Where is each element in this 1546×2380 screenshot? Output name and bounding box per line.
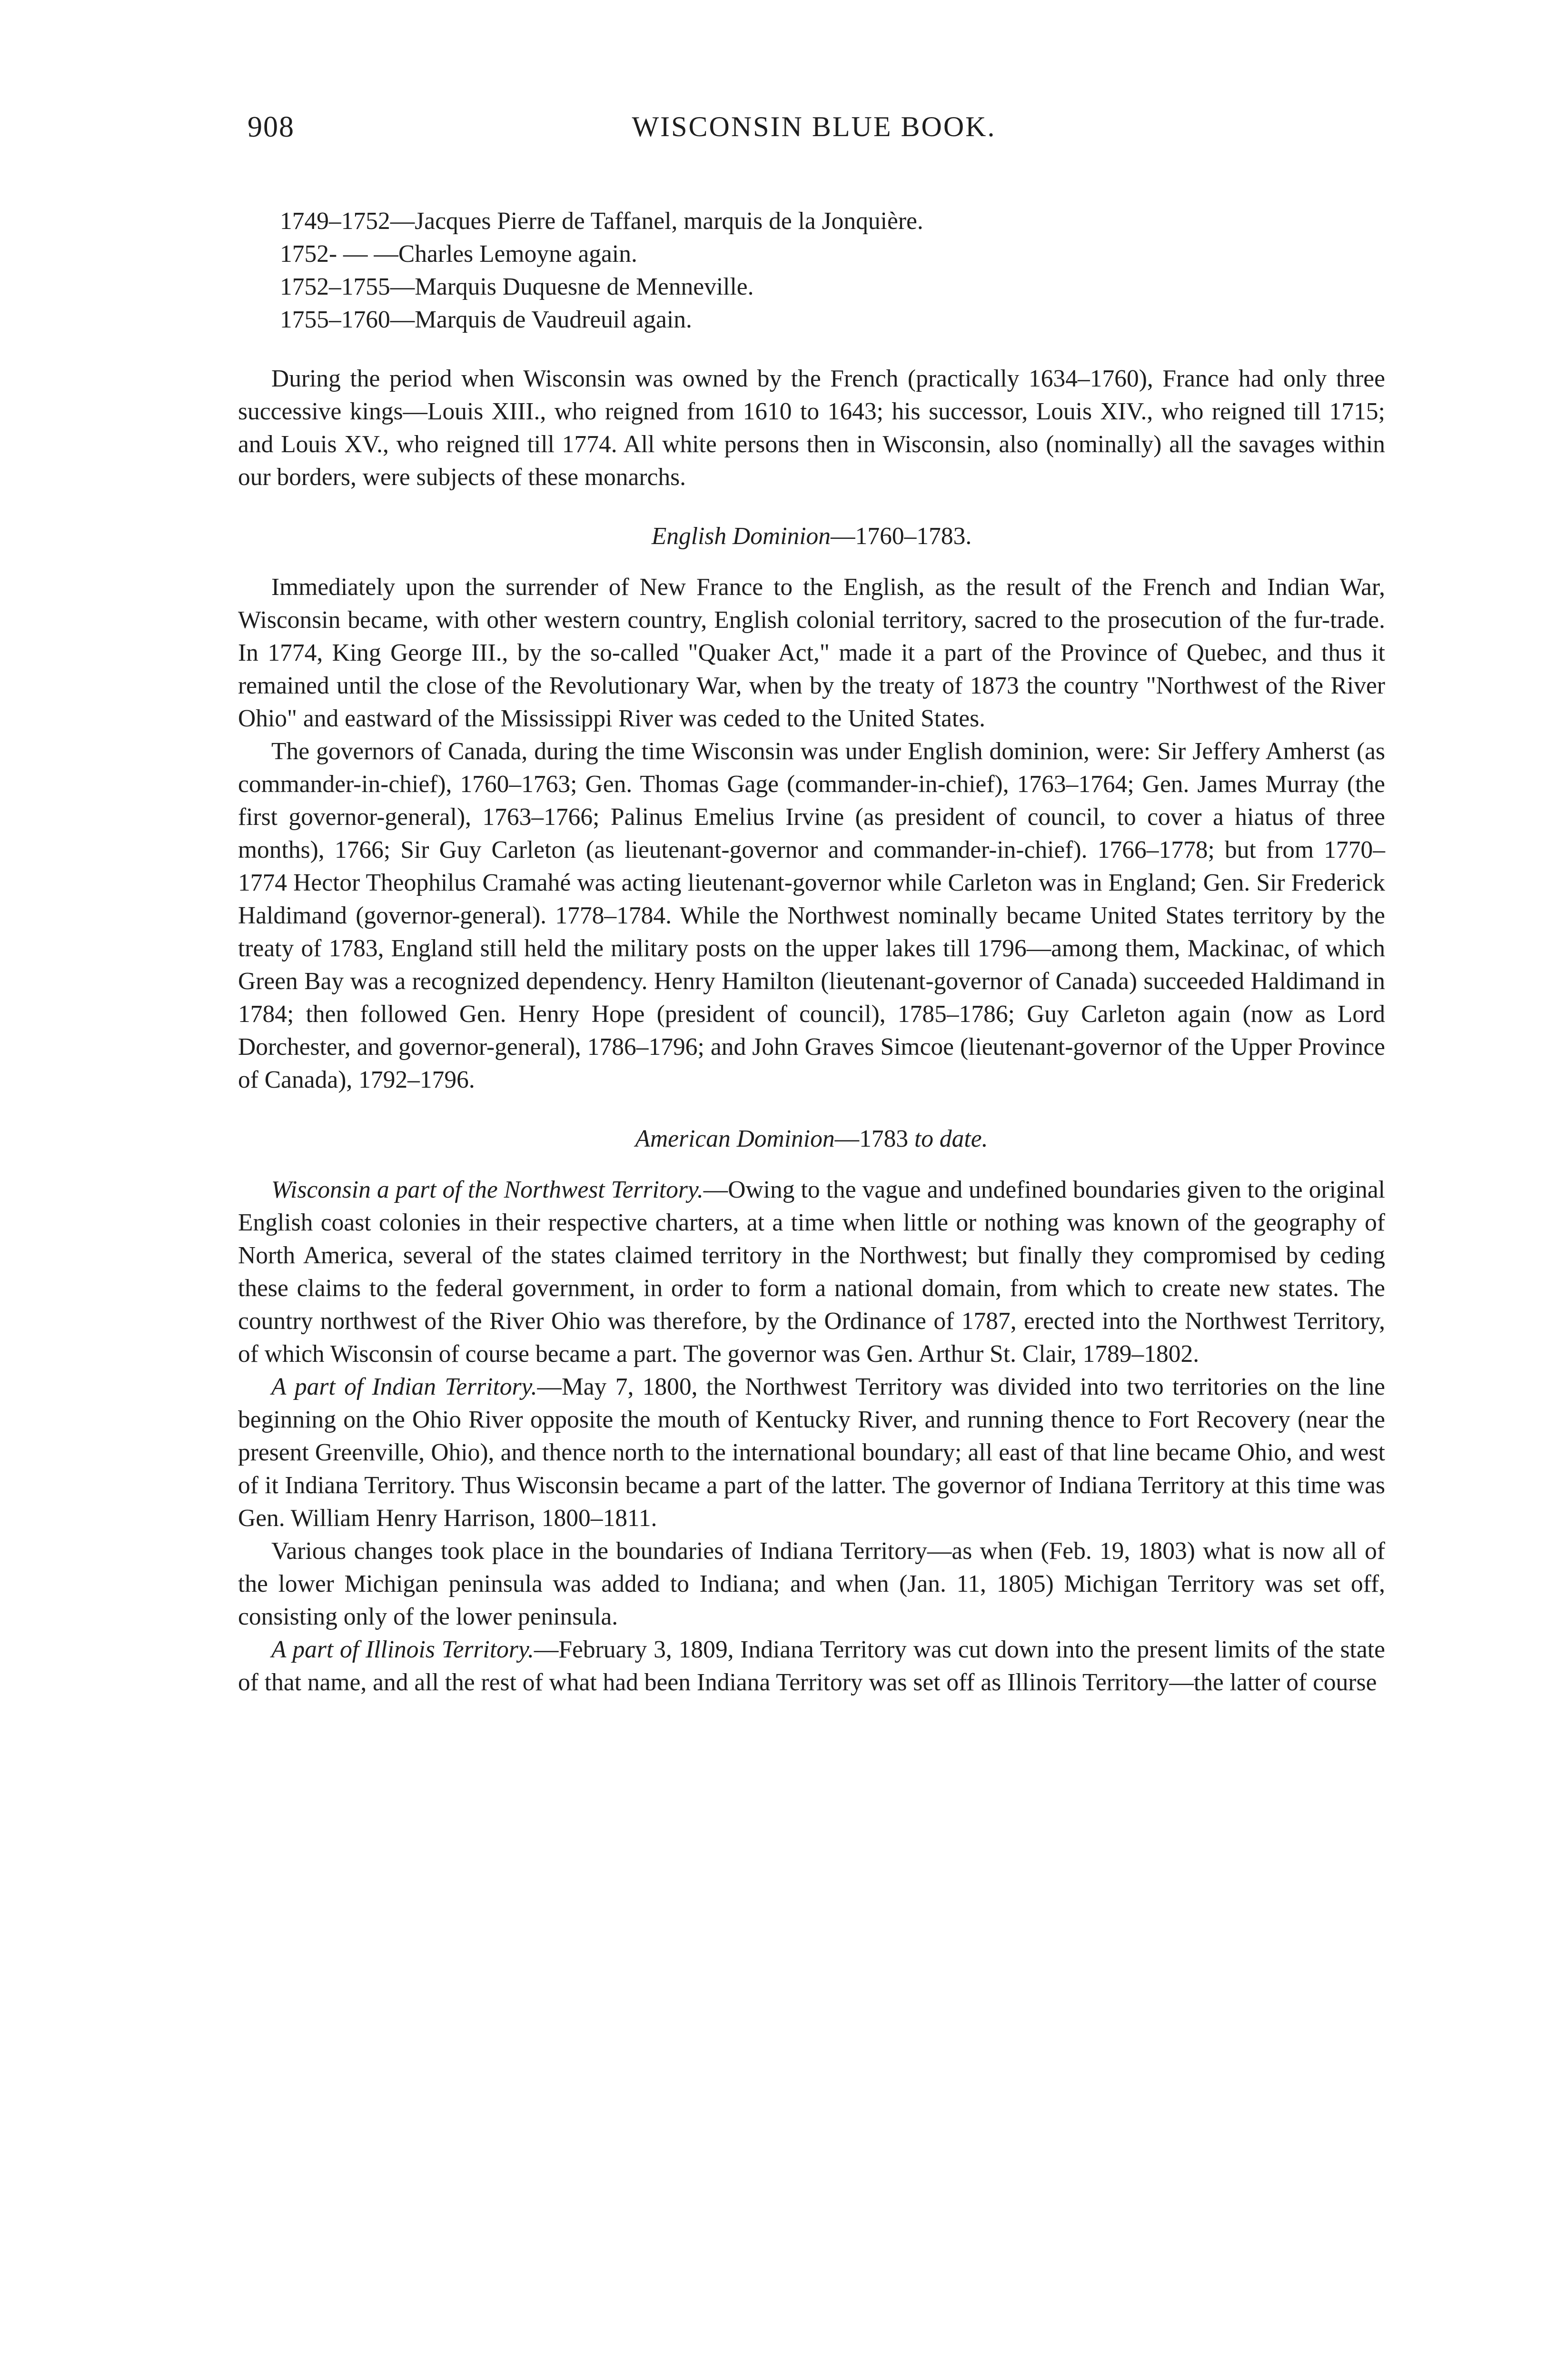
paragraph-illinois-territory [238,1633,1385,1699]
section-heading-american [238,1122,1385,1155]
heading-dates: —1783 [834,1125,914,1152]
list-item: 1752–1755—Marquis Duquesne de Menneville. [280,273,754,300]
paragraph-text: —May 7, 1800, the Northwest Territory was divided into two territories on the line beginning on the Ohio River opposite the mouth of Kentucky River, and running thence to Fort Recovery (near the present Greenville, Ohio), and thence north to the international boundary; all east of that line became Ohio, and west of it Indiana Territory. Thus Wisconsin became a part of the latter. The governor of Indiana Territory at this time was Gen. William Henry Harrison, 1800–1811. [238,1373,1385,1532]
runin-heading: Wisconsin a part of the Northwest Territory. [271,1176,704,1203]
running-head: WISCONSIN BLUE BOOK. [632,111,996,142]
heading-tail: to date. [914,1125,988,1152]
paragraph-northwest-territory [238,1173,1385,1370]
heading-title: American Dominion [635,1125,835,1152]
paragraph-english-2: The governors of Canada, during the time Wisconsin was under English dominion, were: Sir Jeffery Amherst (as commander-in-chief), 1760–1763; Gen. Thomas Gage (commander-in-chief), 1763–1764; Gen. James Murray (the first governor-general), 1763–1766; Palinus Emelius Irvine (as president of council, to cover a hiatus of three months), 1766; Sir Guy Carleton (as lieutenant-governor and commander-in-chief). 1766–1778; but from 1770–1774 Hector Theophilus Cramahé was acting lieutenant-governor while Carleton was in England; Gen. Sir Frederick Haldimand (governor-general). 1778–1784. While the Northwest nominally became United States territory by the treaty of 1783, England still held the military posts on the upper lakes till 1796—among them, Mackinac, of which Green Bay was a recognized dependency. Henry Hamilton (lieutenant-governor of Canada) succeeded Haldimand in 1784; then followed Gen. Henry Hope (president of council), 1785–1786; Guy Carleton again (now as Lord Dorchester, and governor-general), 1786–1796; and John Graves Simcoe (lieutenant-governor of the Upper Province of Canada), 1792–1796. [238,738,1385,1093]
list-item: 1752- — —Charles Lemoyne again. [280,240,637,268]
paragraph-indiana-changes: Various changes took place in the boundaries of Indiana Territory—as when (Feb. 19, 1803) what is now all of the lower Michigan peninsula was added to Indiana; and when (Jan. 11, 1805) Michigan Territory was set off, consisting only of the lower peninsula. [238,1537,1385,1630]
list-item: 1749–1752—Jacques Pierre de Taffanel, marquis de la Jonquière. [280,208,923,235]
paragraph-text: —Owing to the vague and undefined boundaries given to the original English coast colonies in their respective charters, at a time when little or nothing was known of the geography of North America, several of the states claimed territory in the Northwest; but finally they compromised by ceding these claims to the federal government, in order to form a national domain, from which to create new states. The country northwest of the River Ohio was therefore, by the Ordinance of 1787, erected into the Northwest Territory, of which Wisconsin of course became a part. The governor was Gen. Arthur St. Clair, 1789–1802. [238,1176,1385,1368]
paragraph-indiana-territory [238,1370,1385,1535]
heading-title: English Dominion [651,523,831,550]
runin-heading: A part of Illinois Territory. [271,1636,534,1663]
page-header [248,110,1380,153]
page-number: 908 [248,111,295,143]
section-heading-english [238,520,1385,553]
heading-dates: —1760–1783. [831,523,972,550]
paragraph-text: —February 3, 1809, Indiana Territory was cut down into the present limits of the state of that name, and all the rest of what had been Indiana Territory was set off as Illinois Territory—the latter of course [238,1636,1385,1696]
governors-list [280,205,1385,336]
paragraph-french-kings: During the period when Wisconsin was owned by the French (practically 1634–1760), France had only three successive kings—Louis XIII., who reigned from 1610 to 1643; his successor, Louis XIV., who reigned till 1715; and Louis XV., who reigned till 1774. All white persons then in Wisconsin, also (nominally) all the savages within our borders, were subjects of these monarchs. [238,365,1385,491]
body-text [238,205,1385,1699]
runin-heading: A part of Indian Territory. [271,1373,537,1400]
list-item: 1755–1760—Marquis de Vaudreuil again. [280,306,692,333]
paragraph-english-1: Immediately upon the surrender of New France to the English, as the result of the French and Indian War, Wisconsin became, with other western country, English colonial territory, sacred to the prosecution of the fur-trade. In 1774, King George III., by the so-called "Quaker Act," made it a part of the Province of Quebec, and thus it remained until the close of the Revolutionary War, when by the treaty of 1873 the country "Northwest of the River Ohio" and eastward of the Mississippi River was ceded to the United States. [238,574,1385,732]
